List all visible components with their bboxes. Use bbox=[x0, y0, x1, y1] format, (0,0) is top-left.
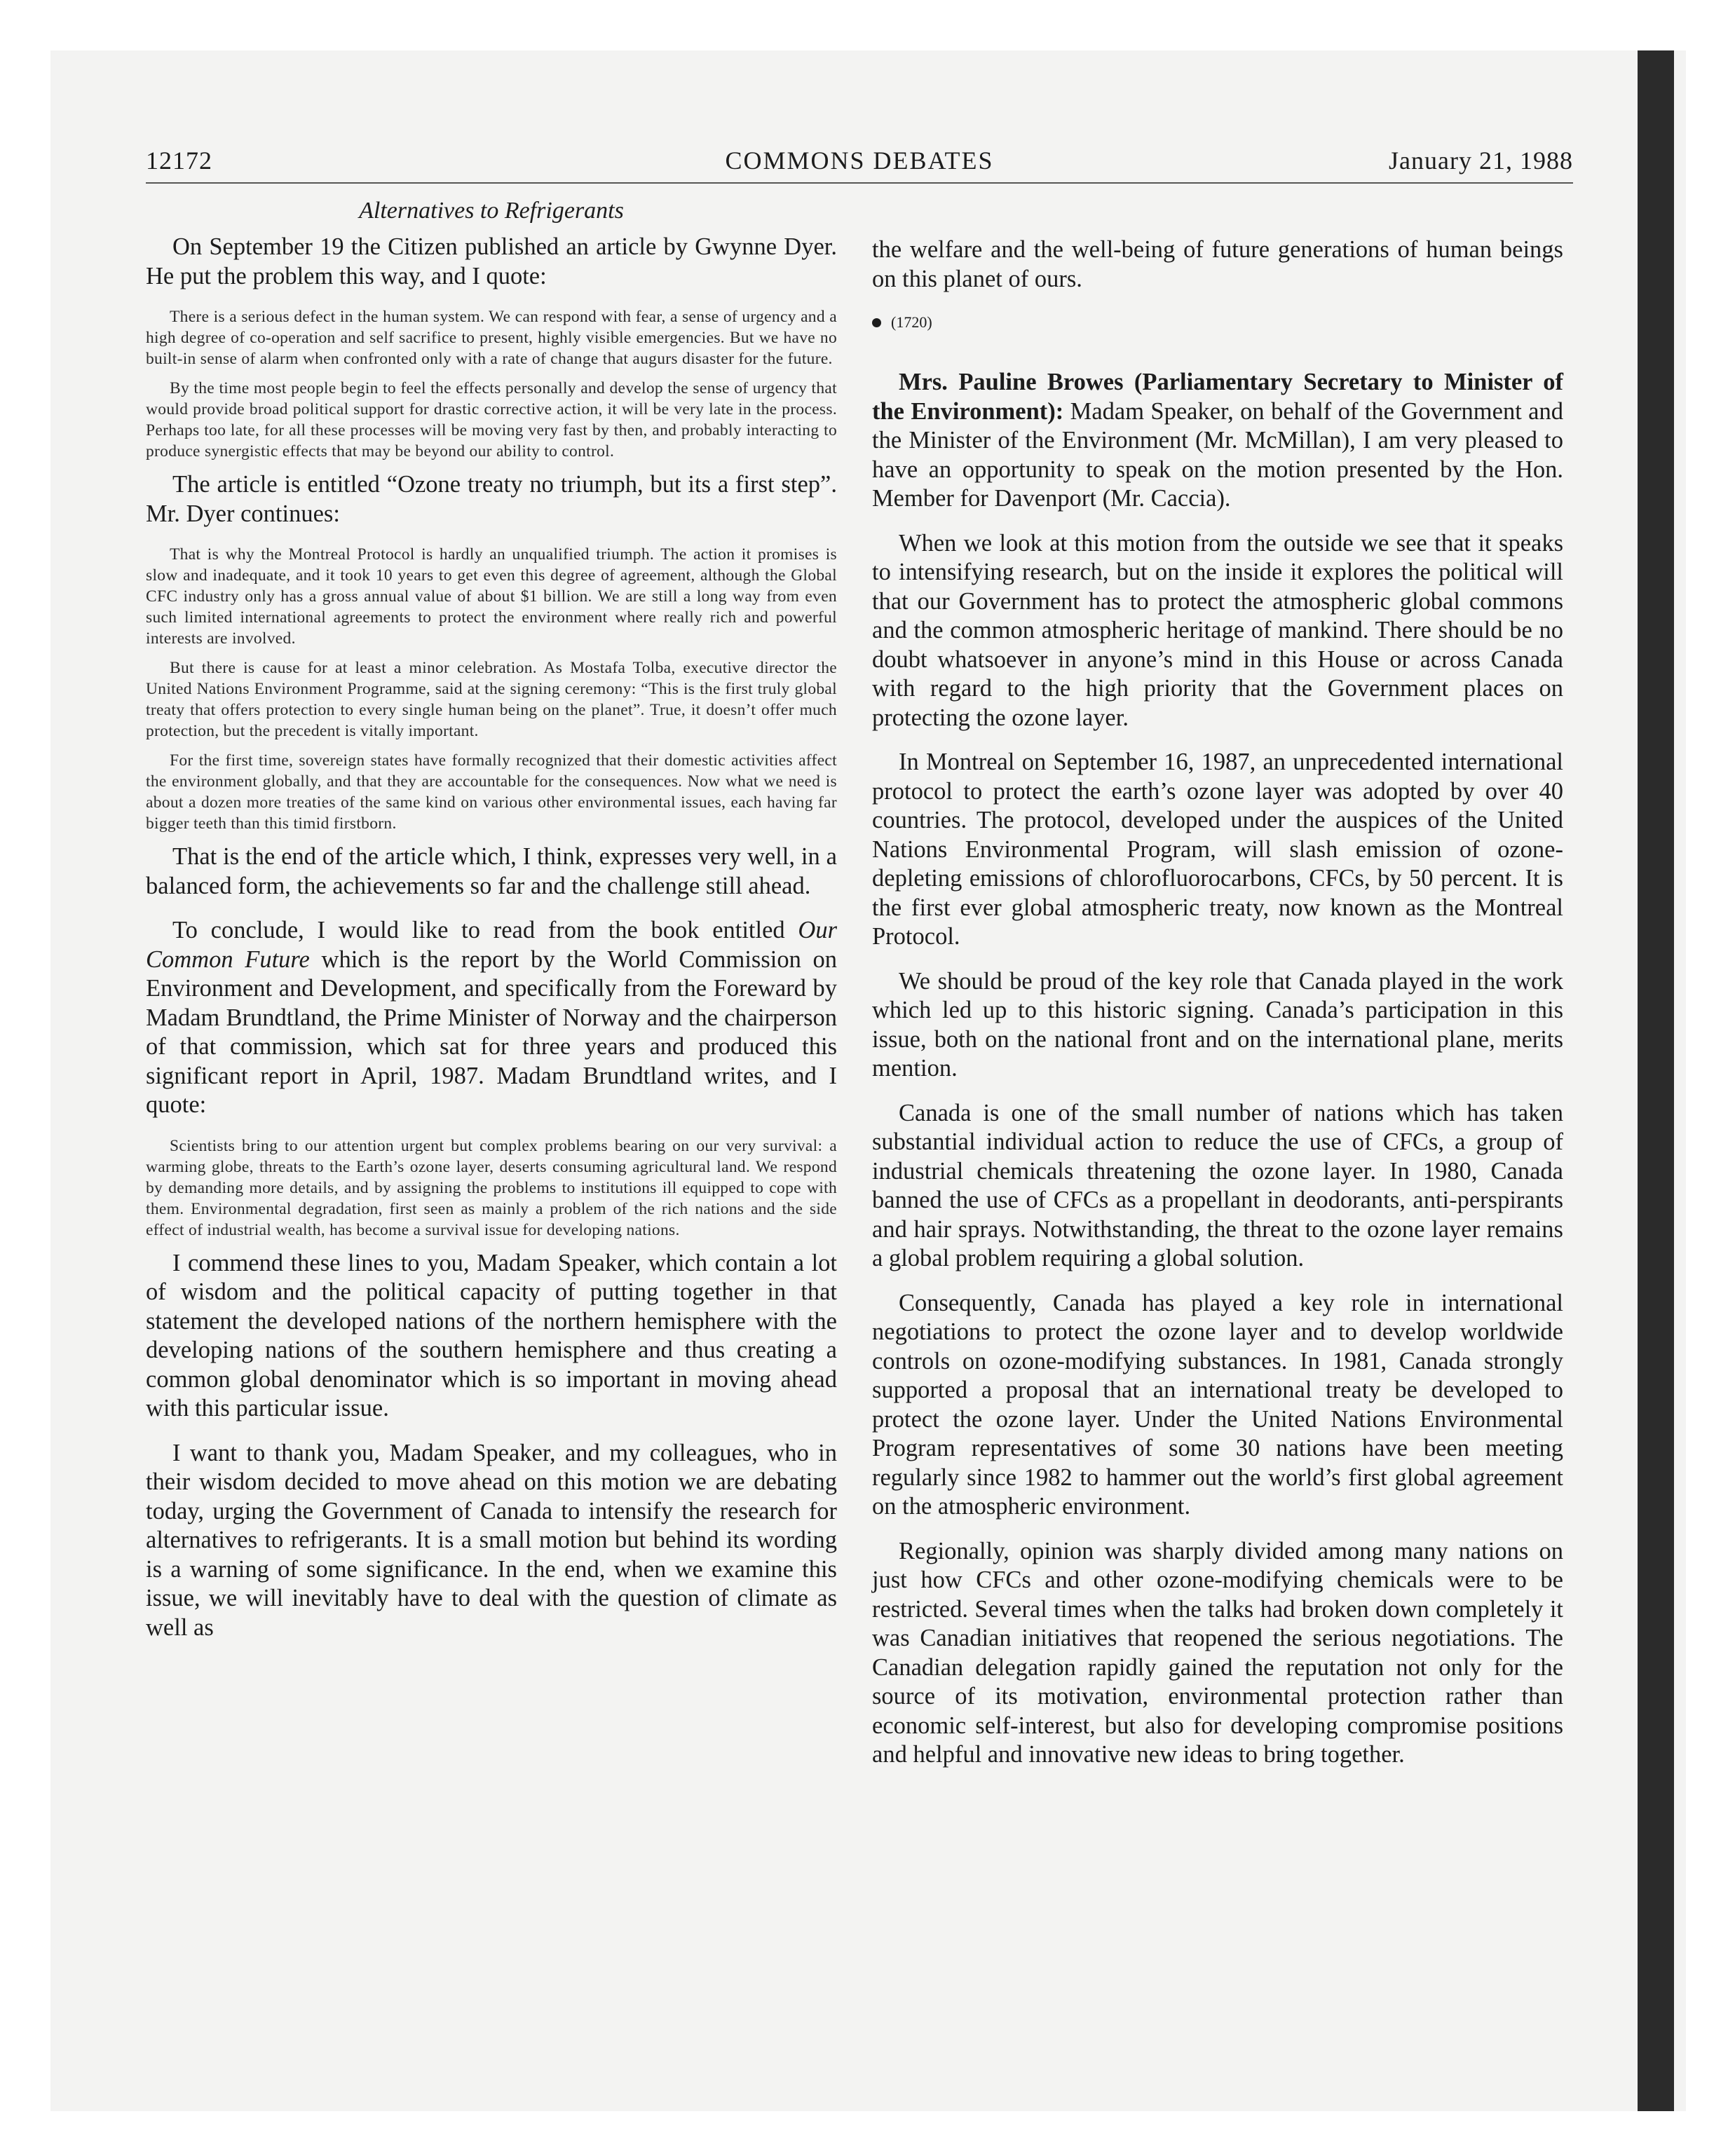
paragraph: Consequently, Canada has played a key role in international negotiations to protect the ozone layer and to develop worldwide controls on ozone-modifying substances. In 1981, Canada strongly supported a proposal that an international treaty be developed to protect the ozone layer. Under the United Nations Environmental Program representatives of some 30 nations have been meeting regularly since 1982 to hammer out the world’s first global agreement on the atmospheric environment. bbox=[872, 1289, 1563, 1520]
paragraph bbox=[146, 916, 837, 1120]
paragraph: When we look at this motion from the outside we see that it speaks to intensifying research, but on the inside it explores the political will that our Government has to protect the atmospheric global commons and the common atmospheric heritage of mankind. There should be no doubt whatsoever in anyone’s mind in this House or across Canada with regard to the high priority that the Government places on protecting the ozone layer. bbox=[872, 529, 1563, 731]
speaker-name: Mrs. Pauline Browes (Parliamentary Secretary to Minister of the Environment): bbox=[872, 369, 1563, 425]
bullet-icon bbox=[872, 318, 881, 327]
page-header bbox=[146, 143, 1573, 184]
paragraph-text: Madam Speaker, on behalf of the Government and the Minister of the Environment (Mr. McMillan), I am very pleased to have an opportunity to speak on the motion presented by the Hon. Member for Davenport (Mr. Caccia). bbox=[872, 397, 1563, 512]
paragraph: the welfare and the well-being of future generations of human beings on this planet of ours. bbox=[872, 236, 1563, 292]
paragraph: On September 19 the Citizen published an article by Gwynne Dyer. He put the problem this way, and I quote: bbox=[146, 233, 837, 289]
timestamp: (1720) bbox=[891, 313, 932, 331]
paragraph: In Montreal on September 16, 1987, an unprecedented international protocol to protect the earth’s ozone layer was adopted by over 40 countries. The protocol, developed under the auspices of the United Nations Environmental Program, will slash emission of ozone-depleting emissions of chlorofluorocarbons, CFCs, by 50 percent. It is the first ever global atmospheric treaty, now known as the Montreal Protocol. bbox=[872, 749, 1563, 950]
left-column bbox=[146, 198, 837, 1658]
block-quote: But there is cause for at least a minor celebration. As Mostafa Tolba, executive director the United Nations Environment Programme, said at the signing ceremony: “This is the first truly global treaty that offers protection to every single human being on the planet”. True, it doesn’t offer much protection, but the precedent is vitally important. bbox=[146, 659, 837, 740]
paragraph-text: To conclude, I would like to read from the book entitled bbox=[172, 917, 798, 943]
block-quote: Scientists bring to our attention urgent but complex problems bearing on our very survival: a warming globe, threats to the Earth’s ozone layer, deserts consuming agricultural land. We respond by demanding more details, and by assigning the problems to institutions ill equipped to cope with them. Environmental degradation, first seen as mainly a problem of the rich nations and the side effect of industrial wealth, has become a survival issue for developing nations. bbox=[146, 1136, 837, 1239]
publication-title: COMMONS DEBATES bbox=[725, 146, 994, 175]
paragraph: The article is entitled “Ozone treaty no triumph, but its a first step”. Mr. Dyer continues: bbox=[146, 471, 837, 527]
block-quote: There is a serious defect in the human system. We can respond with fear, a sense of urgency and a high degree of co-operation and self sacrifice to present, highly visible emergencies. But we have no built-in sense of alarm when confronted only with a rate of change that augurs disaster for the future. bbox=[146, 308, 837, 368]
paragraph: Canada is one of the small number of nations which has taken substantial individual action to reduce the use of CFCs, a group of industrial chemicals threatening the ozone layer. In 1980, Canada banned the use of CFCs as a propellant in deodorants, anti-perspirants and hair sprays. Notwithstanding, the threat to the ozone layer remains a global problem requiring a global solution. bbox=[872, 1099, 1563, 1271]
section-subheading: Alternatives to Refrigerants bbox=[359, 198, 624, 224]
book-title: Our Common Future bbox=[146, 917, 837, 973]
right-column bbox=[872, 236, 1563, 1785]
paragraph: I commend these lines to you, Madam Speaker, which contain a lot of wisdom and the political capacity of putting together in that statement the developed nations of the northern hemisphere with the developing nations of the southern hemisphere and thus creating a common global denominator which is so important in moving ahead with this particular issue. bbox=[146, 1249, 837, 1421]
paragraph: We should be proud of the key role that Canada played in the work which led up to this historic signing. Canada’s participation in this issue, both on the national front and on the international plane, merits mention. bbox=[872, 967, 1563, 1082]
paragraph bbox=[872, 368, 1563, 514]
time-marker bbox=[872, 313, 1563, 332]
block-quote: By the time most people begin to feel the effects personally and develop the sense of urgency that would provide broad political support for drastic corrective action, it will be very late in the process. Perhaps too late, for all these processes will be moving very fast by then, and probably interacting to produce synergistic effects that may be beyond our ability to control. bbox=[146, 379, 837, 460]
paragraph: Regionally, opinion was sharply divided among many nations on just how CFCs and other ozone-modifying chemicals were to be restricted. Several times when the talks had broken down completely it was Canadian initiatives that reopened the serious negotiations. The Canadian delegation rapidly gained the reputation not only for the source of its motivation, environmental protection rather than economic self-interest, but also for developing compromise positions and helpful and innovative new ideas to bring together. bbox=[872, 1537, 1563, 1768]
page-number: 12172 bbox=[146, 146, 212, 175]
paragraph-text: which is the report by the World Commission on Environment and Development, and specifically from the Foreward by Madam Brundtland, the Prime Minister of Norway and the chairperson of that commission, which sat for three years and produced this significant report in April, 1987. Madam Brundtland writes, and I quote: bbox=[146, 946, 837, 1118]
paragraph: That is the end of the article which, I think, expresses very well, in a balanced form, the achievements so far and the challenge still ahead. bbox=[146, 843, 837, 899]
publication-date: January 21, 1988 bbox=[1389, 146, 1573, 175]
block-quote: For the first time, sovereign states have formally recognized that their domestic activities affect the environment globally, and that they are accountable for the consequences. Now what we need is about a dozen more treaties of the same kind on various other environmental issues, each having far bigger teeth than this timid firstborn. bbox=[146, 751, 837, 833]
scan-edge-shadow bbox=[1638, 50, 1674, 2111]
paragraph: I want to thank you, Madam Speaker, and my colleagues, who in their wisdom decided to move ahead on this motion we are debating today, urging the Government of Canada to intensify the research for alternatives to refrigerants. It is a small motion but behind its wording is a warning of some significance. In the end, when we examine this issue, we will inevitably have to deal with the question of climate as well as bbox=[146, 1439, 837, 1641]
block-quote: That is why the Montreal Protocol is hardly an unqualified triumph. The action it promises is slow and inadequate, and it took 10 years to get even this degree of agreement, although the Global CFC industry only has a gross annual value of about $1 billion. We are still a long way from even such limited international agreements to protect the environment where really rich and powerful interests are involved. bbox=[146, 545, 837, 648]
